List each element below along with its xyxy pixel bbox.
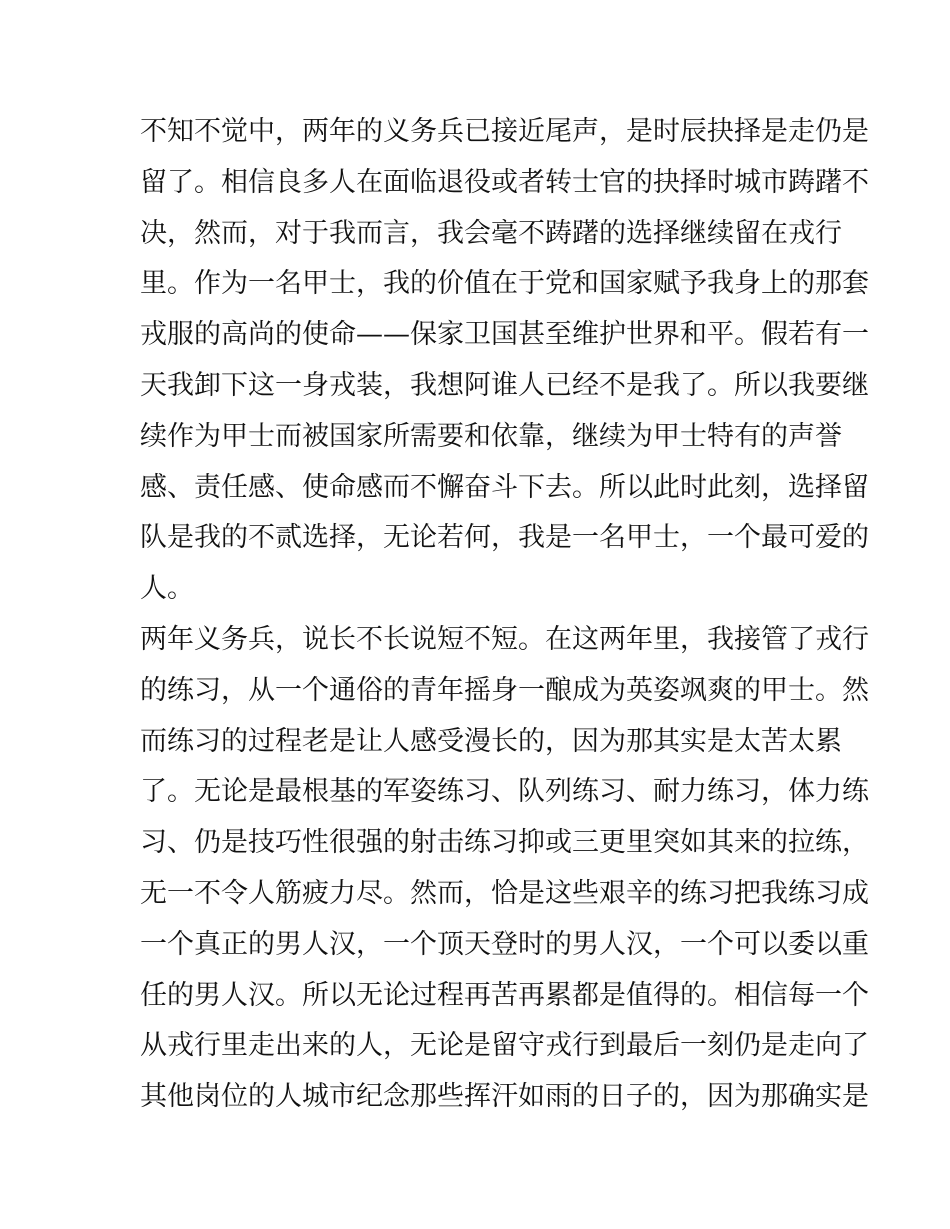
text-line: 从戎行里走出来的人，无论是留守戎行到最后一刻仍是走向了	[140, 1030, 869, 1062]
text-line: 一个真正的男人汉，一个顶天登时的男人汉，一个可以委以重	[140, 928, 869, 960]
text-line: 队是我的不贰选择，无论若何，我是一名甲士，一个最可爱的	[140, 522, 869, 554]
text-line: 了。无论是最根基的军姿练习、队列练习、耐力练习，体力练	[140, 776, 869, 808]
text-line: 决，然而，对于我而言，我会毫不踌躇的选择继续留在戎行	[140, 217, 842, 249]
text-line: 两年义务兵，说长不长说短不短。在这两年里，我接管了戎行	[140, 623, 869, 655]
text-line: 天我卸下这一身戎装，我想阿谁人已经不是我了。所以我要继	[140, 369, 869, 401]
text-line: 的练习，从一个通俗的青年摇身一酿成为英姿飒爽的甲士。然	[140, 674, 869, 706]
text-line: 留了。相信良多人在面临退役或者转士官的抉择时城市踌躇不	[140, 166, 869, 198]
text-line: 不知不觉中，两年的义务兵已接近尾声，是时辰抉择是走仍是	[140, 116, 869, 147]
text-line: 续作为甲士而被国家所需要和依靠，继续为甲士特有的声誉	[140, 420, 842, 452]
text-line: 戎服的高尚的使命——保家卫国甚至维护世界和平。假若有一	[140, 319, 869, 351]
body-text	[140, 107, 869, 1123]
text-line: 任的男人汉。所以无论过程再苦再累都是值得的。相信每一个	[140, 979, 869, 1011]
text-line: 人。	[140, 573, 194, 605]
text-line: 习、仍是技巧性很强的射击练习抑或三更里突如其来的拉练，	[140, 827, 869, 859]
text-line: 其他岗位的人城市纪念那些挥汗如雨的日子的，因为那确实是	[140, 1081, 869, 1113]
text-line: 感、责任感、使命感而不懈奋斗下去。所以此时此刻，选择留	[140, 471, 869, 503]
text-line: 而练习的过程老是让人感受漫长的，因为那其实是太苦太累	[140, 725, 842, 757]
text-line: 里。作为一名甲士，我的价值在于党和国家赋予我身上的那套	[140, 268, 869, 300]
text-line: 无一不令人筋疲力尽。然而，恰是这些艰辛的练习把我练习成	[140, 877, 869, 909]
